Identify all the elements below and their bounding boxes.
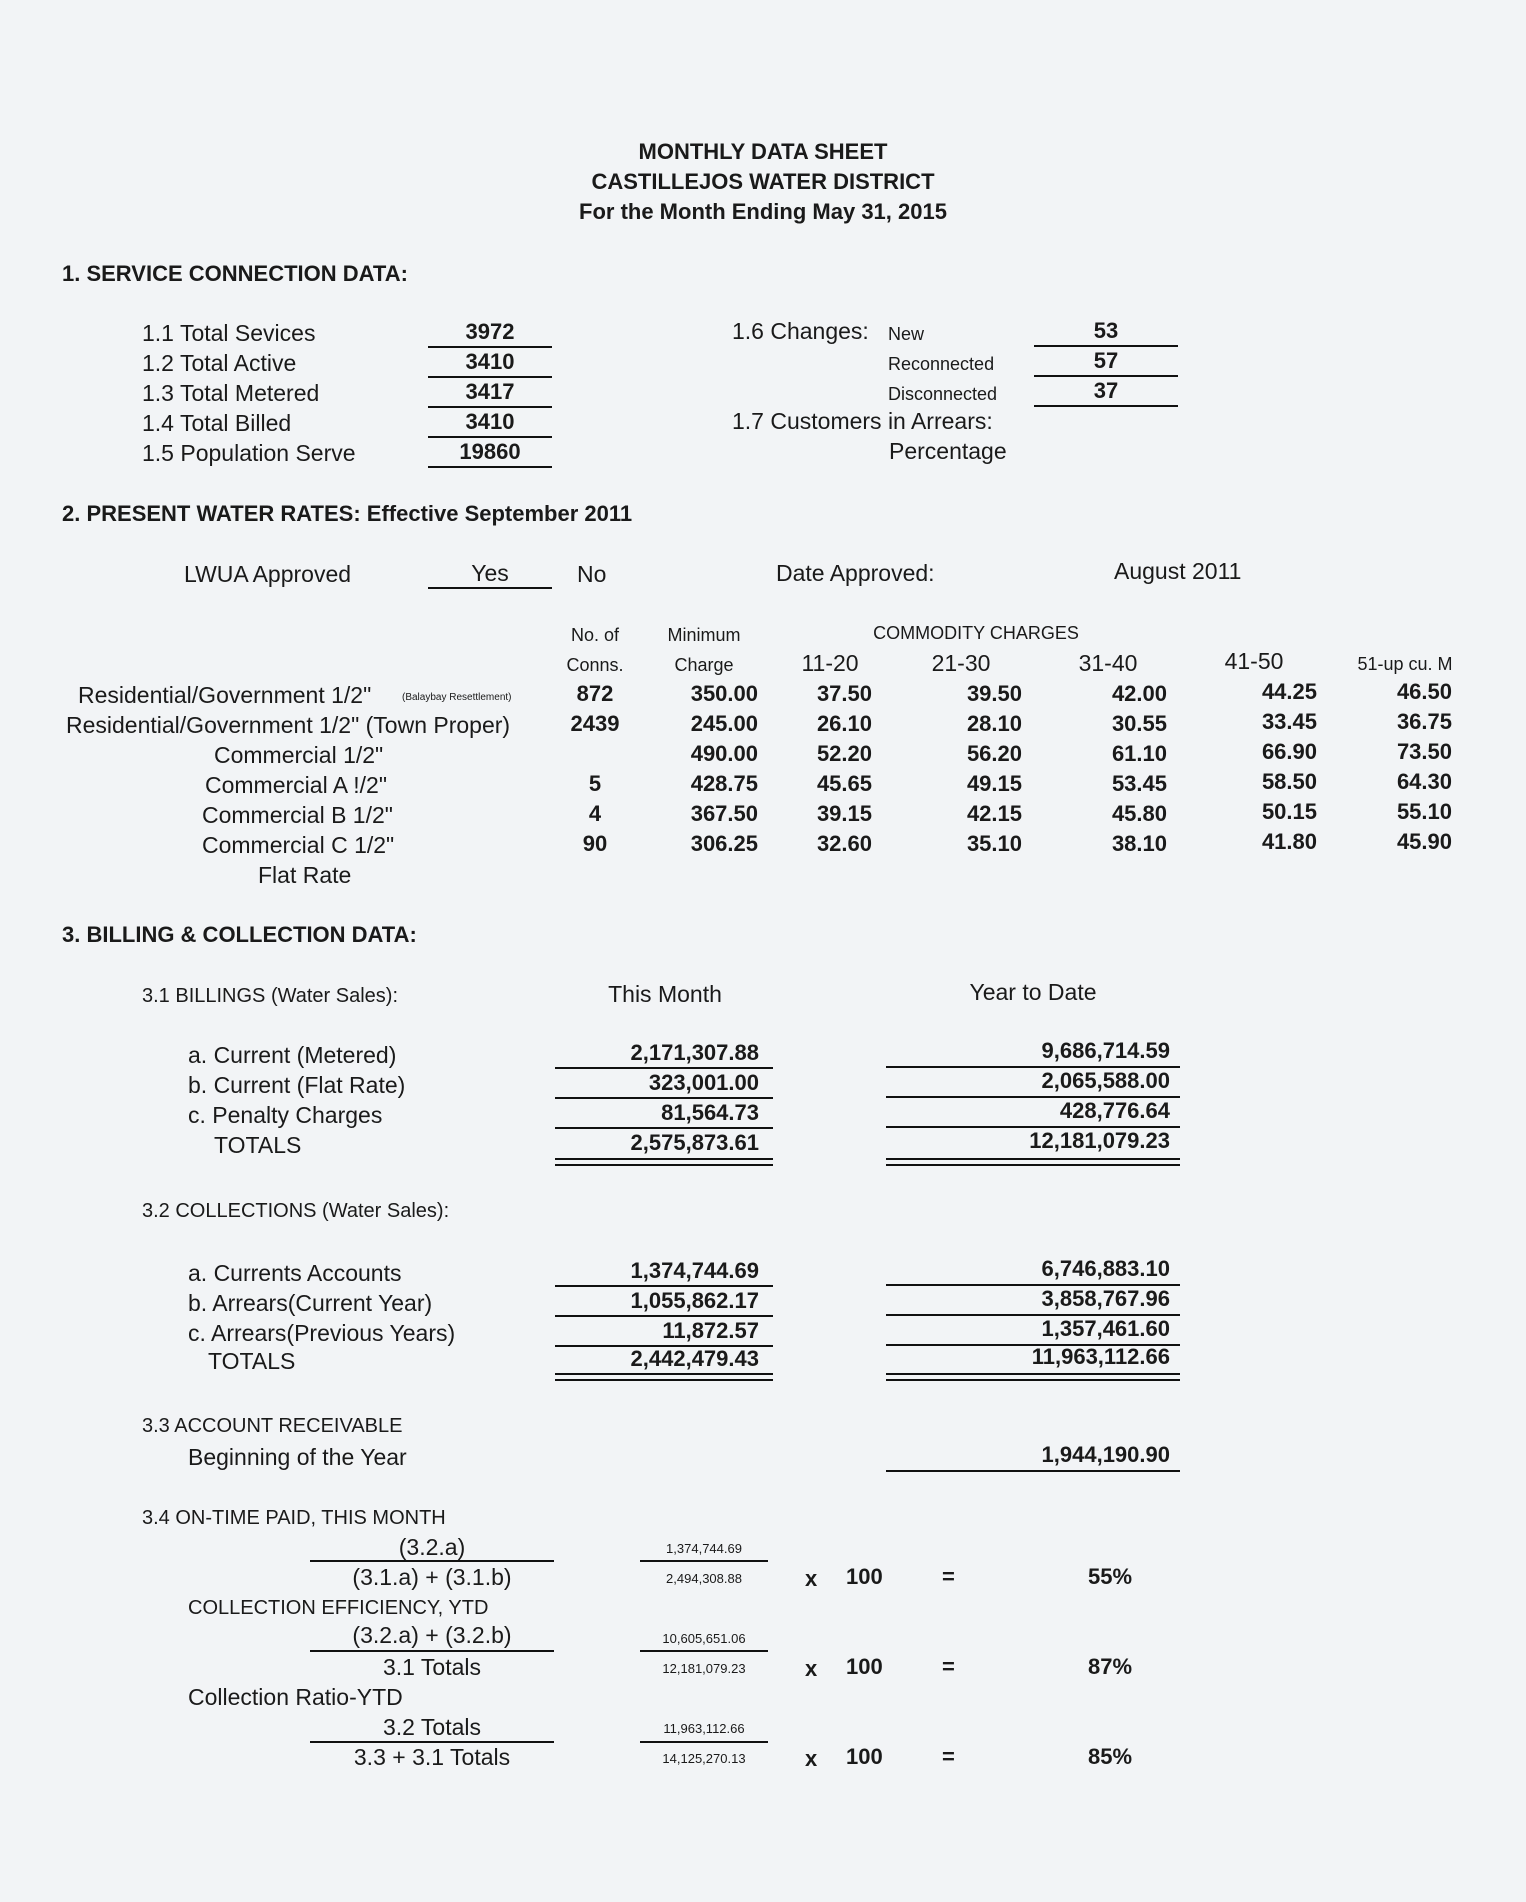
collection-ytd: 3,858,767.96 xyxy=(1041,1286,1170,1311)
service-label: 1.2 Total Active xyxy=(142,350,297,376)
rate-c5: 64.30 xyxy=(1396,769,1452,794)
underline xyxy=(428,406,552,408)
rate-c4: 41.80 xyxy=(1261,829,1317,854)
rate-c4: 58.50 xyxy=(1261,769,1317,794)
billing-month: 323,001.00 xyxy=(648,1070,759,1095)
hundred: 100 xyxy=(846,1744,883,1769)
service-label: 1.4 Total Billed xyxy=(142,410,292,436)
ratio-num-label: 3.2 Totals xyxy=(382,1714,482,1740)
header-title: MONTHLY DATA SHEET xyxy=(638,139,888,164)
equals-sign: = xyxy=(942,1564,955,1589)
underline xyxy=(428,376,552,378)
col-head-minimum: Minimum xyxy=(667,625,741,645)
header-district: CASTILLEJOS WATER DISTRICT xyxy=(591,169,935,194)
times-sign: x xyxy=(805,1746,818,1771)
ratio-num: 10,605,651.06 xyxy=(662,1631,746,1646)
rate-c1: 37.50 xyxy=(816,681,872,706)
col-head-minimum: Charge xyxy=(674,655,734,675)
ratio-result: 87% xyxy=(1088,1654,1133,1679)
rate-c5: 73.50 xyxy=(1396,739,1452,764)
service-label: 1.5 Population Serve xyxy=(142,440,356,466)
collection-label: c. Arrears(Previous Years) xyxy=(188,1320,456,1346)
billing-totals-ytd: 12,181,079.23 xyxy=(1029,1128,1170,1153)
double-underline xyxy=(555,1158,773,1166)
rate-min: 428.75 xyxy=(690,771,758,796)
rate-c4: 50.15 xyxy=(1261,799,1317,824)
times-sign: x xyxy=(805,1656,818,1681)
billing-ytd: 428,776.64 xyxy=(1059,1098,1170,1123)
arrears-label: 1.7 Customers in Arrears: xyxy=(732,408,993,434)
rate-conns: 5 xyxy=(588,771,602,796)
billing-ytd: 9,686,714.59 xyxy=(1041,1038,1170,1063)
percentage-label: Percentage xyxy=(889,438,1007,464)
underline xyxy=(555,1097,773,1099)
ratio-num-label: (3.2.a) + (3.2.b) xyxy=(352,1622,512,1648)
rate-c2: 39.50 xyxy=(966,681,1022,706)
billing-totals-label: TOTALS xyxy=(214,1132,302,1158)
rate-name: Commercial B 1/2" xyxy=(202,802,393,828)
billing-month: 81,564.73 xyxy=(661,1100,759,1125)
ratio-num: 1,374,744.69 xyxy=(666,1541,742,1556)
equals-sign: = xyxy=(942,1744,955,1769)
rate-c3: 38.10 xyxy=(1111,831,1167,856)
date-approved-label: Date Approved: xyxy=(776,560,935,586)
billing-month: 2,171,307.88 xyxy=(630,1040,759,1065)
ratio-num-label: (3.2.a) xyxy=(398,1534,466,1560)
service-label: 1.1 Total Sevices xyxy=(142,320,316,346)
billing-label: c. Penalty Charges xyxy=(188,1102,383,1128)
collection-label: b. Arrears(Current Year) xyxy=(188,1290,433,1316)
collection-month: 11,872.57 xyxy=(662,1318,759,1343)
rate-c2: 49.15 xyxy=(966,771,1022,796)
rate-name: Flat Rate xyxy=(258,862,352,888)
hundred: 100 xyxy=(846,1654,883,1679)
col-head-conns: Conns. xyxy=(566,655,624,675)
rate-name: Commercial C 1/2" xyxy=(202,832,395,858)
ratio-den: 14,125,270.13 xyxy=(662,1751,746,1766)
times-sign: x xyxy=(805,1566,818,1591)
rate-c4: 33.45 xyxy=(1261,709,1317,734)
collection-ytd: 6,746,883.10 xyxy=(1041,1256,1170,1281)
reconnected-label: Reconnected xyxy=(888,354,995,374)
double-underline xyxy=(555,1373,773,1381)
collection-label: a. Currents Accounts xyxy=(188,1260,402,1286)
rate-name: Commercial A !/2" xyxy=(205,772,388,798)
equals-sign: = xyxy=(942,1654,955,1679)
rate-c1: 32.60 xyxy=(816,831,872,856)
rate-c5: 36.75 xyxy=(1396,709,1452,734)
collection-totals-label: TOTALS xyxy=(208,1348,296,1374)
ratio-den: 2,494,308.88 xyxy=(666,1571,742,1586)
underline xyxy=(428,346,552,348)
service-value: 19860 xyxy=(459,439,521,464)
ratio-title: 3.4 ON-TIME PAID, THIS MONTH xyxy=(142,1507,446,1529)
rate-c4: 44.25 xyxy=(1261,679,1317,704)
changes-label: 1.6 Changes: xyxy=(732,318,869,344)
section-2-title: 2. PRESENT WATER RATES: Effective September 2011 xyxy=(62,501,633,526)
col-head-c5: 51-up cu. M xyxy=(1357,654,1453,674)
rate-c1: 52.20 xyxy=(816,741,872,766)
ytd-head: Year to Date xyxy=(969,979,1097,1005)
service-value: 3972 xyxy=(465,319,515,344)
service-value: 3417 xyxy=(465,379,515,404)
ratio-title: Collection Ratio-YTD xyxy=(188,1684,403,1710)
rate-conns: 4 xyxy=(588,801,602,826)
rate-name: Residential/Government 1/2" xyxy=(78,682,372,708)
ratio-result: 55% xyxy=(1088,1564,1133,1589)
section-1-title: 1. SERVICE CONNECTION DATA: xyxy=(62,261,408,286)
lwua-no: No xyxy=(577,561,607,587)
collection-month: 1,374,744.69 xyxy=(630,1258,759,1283)
service-value: 3410 xyxy=(465,409,515,434)
billings-label: 3.1 BILLINGS (Water Sales): xyxy=(142,985,399,1007)
lwua-label: LWUA Approved xyxy=(184,561,352,587)
hundred: 100 xyxy=(846,1564,883,1589)
billing-totals-month: 2,575,873.61 xyxy=(630,1130,759,1155)
ratio-result: 85% xyxy=(1088,1744,1133,1769)
double-underline xyxy=(886,1373,1180,1381)
ar-label: 3.3 ACCOUNT RECEIVABLE xyxy=(142,1415,403,1437)
ratio-den: 12,181,079.23 xyxy=(662,1661,746,1676)
disconnected-value: 37 xyxy=(1093,378,1119,403)
new-value: 53 xyxy=(1093,318,1119,343)
underline xyxy=(428,466,552,468)
ratio-title: COLLECTION EFFICIENCY, YTD xyxy=(188,1597,489,1619)
service-label: 1.3 Total Metered xyxy=(142,380,320,406)
new-label: New xyxy=(888,324,925,344)
underline xyxy=(428,587,552,589)
rate-c2: 42.15 xyxy=(966,801,1022,826)
rate-conns: 872 xyxy=(576,681,614,706)
rate-conns: 2439 xyxy=(570,711,620,736)
rate-c3: 42.00 xyxy=(1111,681,1167,706)
rate-c5: 55.10 xyxy=(1396,799,1452,824)
rate-conns: 90 xyxy=(582,831,608,856)
underline xyxy=(555,1315,773,1317)
rate-min: 490.00 xyxy=(690,741,758,766)
fraction-bar xyxy=(310,1741,554,1743)
date-approved-value: August 2011 xyxy=(1114,558,1242,584)
fraction-bar xyxy=(640,1650,768,1652)
rate-c5: 46.50 xyxy=(1396,679,1452,704)
rate-name: Residential/Government 1/2" (Town Proper) xyxy=(66,712,511,738)
double-underline xyxy=(886,1158,1180,1166)
fraction-bar xyxy=(310,1560,554,1562)
header-period: For the Month Ending May 31, 2015 xyxy=(579,199,947,224)
collection-totals-month: 2,442,479.43 xyxy=(630,1346,759,1371)
rate-min: 306.25 xyxy=(690,831,758,856)
ar-sublabel: Beginning of the Year xyxy=(188,1444,407,1470)
billing-label: a. Current (Metered) xyxy=(188,1042,397,1068)
col-head-commodity: COMMODITY CHARGES xyxy=(873,623,1079,643)
underline xyxy=(555,1127,773,1129)
rate-name: Commercial 1/2" xyxy=(214,742,384,768)
billing-ytd: 2,065,588.00 xyxy=(1041,1068,1170,1093)
rate-c3: 53.45 xyxy=(1111,771,1167,796)
col-head-c1: 11-20 xyxy=(801,650,859,676)
rate-c2: 56.20 xyxy=(966,741,1022,766)
rate-c5: 45.90 xyxy=(1396,829,1452,854)
underline xyxy=(1034,375,1178,377)
rate-c3: 61.10 xyxy=(1111,741,1167,766)
ratio-num: 11,963,112.66 xyxy=(663,1721,745,1736)
rate-min: 245.00 xyxy=(690,711,758,736)
fraction-bar xyxy=(640,1560,768,1562)
col-head-conns: No. of xyxy=(570,625,620,645)
collection-month: 1,055,862.17 xyxy=(630,1288,759,1313)
rate-min: 350.00 xyxy=(690,681,758,706)
underline xyxy=(555,1067,773,1069)
underline xyxy=(428,436,552,438)
underline xyxy=(886,1470,1180,1472)
service-value: 3410 xyxy=(465,349,515,374)
collections-label: 3.2 COLLECTIONS (Water Sales): xyxy=(142,1200,450,1222)
this-month-head: This Month xyxy=(608,981,722,1007)
rate-c3: 30.55 xyxy=(1111,711,1167,736)
collection-ytd: 1,357,461.60 xyxy=(1041,1316,1170,1341)
rate-c1: 39.15 xyxy=(816,801,872,826)
underline xyxy=(1034,405,1178,407)
rate-c4: 66.90 xyxy=(1261,739,1317,764)
ratio-den-label: (3.1.a) + (3.1.b) xyxy=(352,1564,512,1590)
lwua-yes: Yes xyxy=(471,560,509,586)
section-3-title: 3. BILLING & COLLECTION DATA: xyxy=(62,922,417,947)
rate-min: 367.50 xyxy=(690,801,758,826)
collection-totals-ytd: 11,963,112.66 xyxy=(1031,1344,1170,1369)
ratio-den-label: 3.3 + 3.1 Totals xyxy=(353,1744,511,1770)
rate-c1: 45.65 xyxy=(816,771,872,796)
reconnected-value: 57 xyxy=(1093,348,1119,373)
ratio-den-label: 3.1 Totals xyxy=(382,1654,482,1680)
fraction-bar xyxy=(640,1741,768,1743)
col-head-c2: 21-30 xyxy=(931,650,991,676)
billing-label: b. Current (Flat Rate) xyxy=(188,1072,406,1098)
underline xyxy=(555,1285,773,1287)
rate-note: (Balaybay Resettlement) xyxy=(402,692,512,703)
col-head-c4: 41-50 xyxy=(1224,648,1284,674)
rate-c2: 35.10 xyxy=(966,831,1022,856)
col-head-c3: 31-40 xyxy=(1078,650,1138,676)
rate-c3: 45.80 xyxy=(1111,801,1167,826)
disconnected-label: Disconnected xyxy=(888,384,998,404)
rate-c1: 26.10 xyxy=(816,711,872,736)
rate-c2: 28.10 xyxy=(966,711,1022,736)
fraction-bar xyxy=(310,1650,554,1652)
ar-value: 1,944,190.90 xyxy=(1041,1442,1170,1467)
underline xyxy=(1034,345,1178,347)
